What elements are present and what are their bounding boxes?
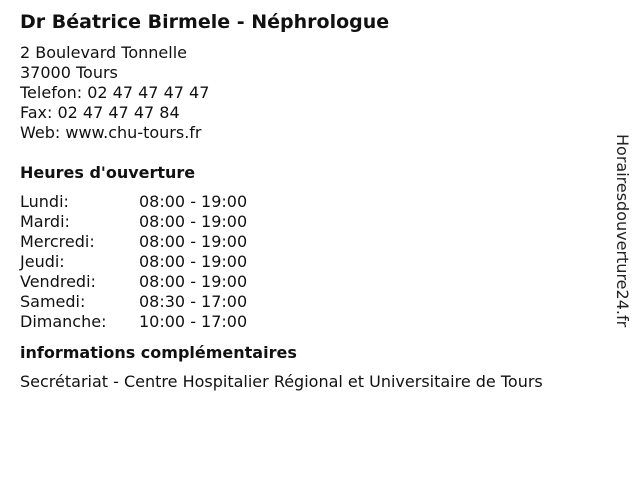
- hours-row-wednesday: [20, 232, 600, 252]
- hours-day: Mardi:: [20, 212, 70, 231]
- hours-time: 08:30 - 17:00: [139, 292, 248, 311]
- hours-day: Jeudi:: [20, 252, 65, 271]
- hours-day: Samedi:: [20, 292, 86, 311]
- address-street: 2 Boulevard Tonnelle: [20, 43, 187, 62]
- hours-day: Dimanche:: [20, 312, 107, 331]
- hours-time: 08:00 - 19:00: [139, 252, 248, 271]
- hours-row-sunday: [20, 312, 600, 332]
- hours-time: 08:00 - 19:00: [139, 232, 248, 251]
- hours-row-saturday: [20, 292, 600, 312]
- phone-number[interactable]: Telefon: 02 47 47 47 47: [20, 83, 210, 102]
- hours-time: 08:00 - 19:00: [139, 192, 248, 211]
- hours-day: Lundi:: [20, 192, 69, 211]
- page-title: Dr Béatrice Birmele - Néphrologue: [20, 11, 390, 33]
- hours-row-monday: [20, 192, 600, 212]
- hours-time: 10:00 - 17:00: [139, 312, 248, 331]
- additional-info-heading: informations complémentaires: [20, 343, 297, 362]
- site-watermark: Horairesdouverture24.fr: [613, 134, 632, 328]
- hours-day: Mercredi:: [20, 232, 95, 251]
- hours-row-tuesday: [20, 212, 600, 232]
- hours-time: 08:00 - 19:00: [139, 272, 248, 291]
- hours-row-friday: [20, 272, 600, 292]
- opening-hours-table: [20, 192, 600, 332]
- website-link[interactable]: Web: www.chu-tours.fr: [20, 123, 202, 142]
- doctor-card: [20, 9, 600, 393]
- additional-info-text: Secrétariat - Centre Hospitalier Régional et Universitaire de Tours: [20, 372, 543, 391]
- address-block: [20, 43, 600, 143]
- hours-row-thursday: [20, 252, 600, 272]
- hours-time: 08:00 - 19:00: [139, 212, 248, 231]
- opening-hours-heading: Heures d'ouverture: [20, 163, 196, 182]
- fax-number: Fax: 02 47 47 47 84: [20, 103, 180, 122]
- address-city: 37000 Tours: [20, 63, 118, 82]
- hours-day: Vendredi:: [20, 272, 96, 291]
